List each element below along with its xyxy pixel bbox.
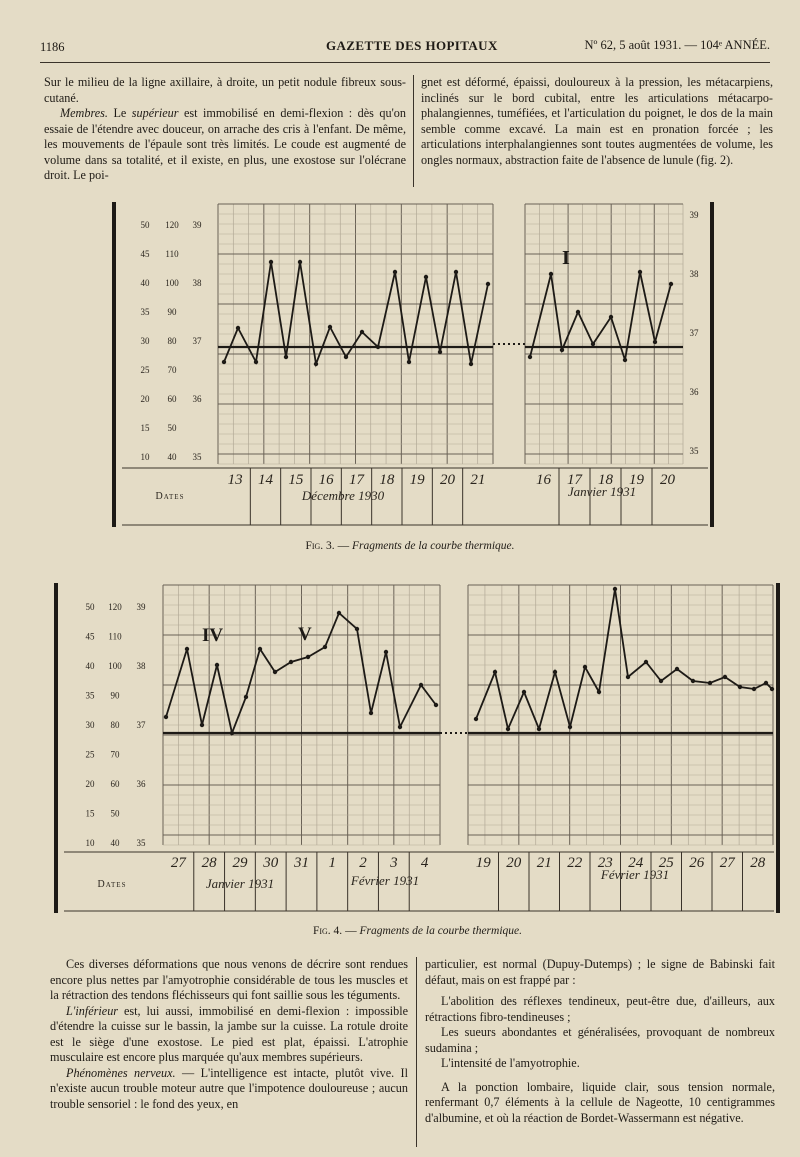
month-label: Janvier 1931 (567, 484, 637, 499)
scale-tick-label: 40 (167, 452, 177, 462)
paragraph: L'intensité de l'amyotrophie. (441, 1056, 580, 1070)
top-right-column (421, 75, 773, 168)
curve-point (623, 358, 627, 362)
curve-point (284, 355, 288, 359)
header-rule (40, 62, 770, 63)
text-run: est immobilisé en demi-flexion : dès qu'on essaie de l'étendre avec douceur, on arrache des cris à l'enfant. De même, les mouvements de l'épaule sont très limités. Le coude est augmenté de volume dans sa totalité, et il existe, en plus, une exostose sur l'olécrane droit. Le poi- (44, 106, 406, 182)
page-number: 1186 (40, 40, 65, 54)
column-rule (413, 75, 414, 187)
right-scale-label: 38 (689, 269, 699, 279)
scale-tick-label: 120 (108, 602, 122, 612)
scale-tick-label: 50 (167, 423, 177, 433)
figure-3-caption: Fig. 3. — Fragments de la courbe thermique. (305, 540, 515, 552)
curve-point (244, 695, 248, 699)
curve-point (273, 670, 277, 674)
scale-tick-label: 45 (85, 631, 95, 642)
day-label: 14 (258, 472, 273, 488)
scale-tick-label: 35 (136, 838, 146, 848)
paragraph: particulier, est normal (Dupuy-Dutemps) ; le signe de Babinski fait défaut, mais on est frappé par : (425, 957, 775, 987)
scale-tick-label: 38 (136, 661, 146, 671)
day-label: 18 (379, 472, 395, 488)
scale-tick-label: 37 (192, 336, 202, 346)
curve-point (644, 660, 648, 664)
scale-tick-label: 110 (165, 249, 179, 259)
curve-point (328, 325, 332, 329)
scale-tick-label: 60 (167, 394, 177, 404)
paragraph: A la ponction lombaire, liquide clair, sous tension normale, renfermant 0,7 éléments à la cellule de Nageotte, 10 centigrammes d'albumine, et où la réaction de Bordet-Wassermann est négative. (425, 1079, 775, 1125)
curve-point (469, 362, 473, 366)
right-scale-label: 37 (689, 328, 699, 338)
scale-tick-label: 80 (167, 336, 177, 346)
day-label: 21 (470, 472, 486, 488)
right-border-bar (710, 202, 714, 527)
scale-tick-label: 15 (85, 808, 95, 819)
curve-point (528, 355, 532, 359)
scale-tick-label: 40 (85, 661, 95, 671)
day-label: 20 (506, 855, 522, 871)
month-label: Janvier 1931 (205, 876, 275, 891)
day-label: 31 (294, 855, 309, 871)
day-label: 27 (719, 855, 735, 871)
curve-point (506, 727, 510, 731)
day-label: 2 (359, 855, 367, 871)
scale-tick-label: 40 (140, 278, 150, 288)
page-header (40, 38, 770, 58)
curve-point (576, 310, 580, 314)
month-label: Février 1931 (600, 867, 670, 882)
scale-tick-label: 50 (85, 602, 95, 612)
curve-point (384, 650, 388, 654)
paragraph: L'abolition des réflexes tendineux, peut-être due, d'ailleurs, aux rétractions fibro-tendineuses ; (425, 994, 775, 1024)
curve-point (659, 679, 663, 683)
scale-tick-label: 10 (85, 838, 95, 848)
curve-point (752, 687, 756, 691)
curve-point (230, 731, 234, 735)
paragraph: Les sueurs abondantes et généralisées, provoquant de nombreux sudamina ; (425, 1025, 775, 1055)
day-label: 16 (318, 472, 334, 488)
scale-tick-label: 20 (85, 779, 95, 789)
curve-point (360, 330, 364, 334)
curve-point (306, 655, 310, 659)
curve-point (369, 711, 373, 715)
curve-point (638, 270, 642, 274)
curve-point (438, 350, 442, 354)
curve-point (583, 665, 587, 669)
day-label: 24 (628, 855, 644, 871)
scale-tick-label: 15 (140, 423, 150, 433)
curve-point (314, 362, 318, 366)
curve-point (486, 282, 490, 286)
dates-label: Dates (97, 879, 127, 890)
curve-point (419, 683, 423, 687)
curve-point (323, 645, 327, 649)
day-label: 18 (598, 472, 613, 488)
issue-info: Nº 62, 5 août 1931. — 104ᵉ ANNÉE. (584, 38, 770, 52)
scale-tick-label: 25 (140, 365, 150, 375)
paragraph (50, 1004, 408, 1066)
curve-point (669, 282, 673, 286)
curve-point (764, 681, 768, 685)
day-label: 30 (263, 855, 279, 871)
scale-tick-label: 35 (192, 452, 202, 462)
day-label: 1 (328, 855, 337, 871)
curve-point (355, 627, 359, 631)
curve-point (474, 717, 478, 721)
curve-point (597, 690, 601, 694)
scale-tick-label: 50 (110, 808, 120, 819)
curve-point (254, 360, 258, 364)
curve-point (568, 725, 572, 729)
month-label: Décembre 1930 (301, 488, 385, 503)
curve-point (337, 611, 341, 615)
scale-tick-label: 39 (136, 602, 146, 612)
day-label: 19 (475, 855, 491, 871)
day-label: 19 (409, 472, 425, 488)
curve-point (626, 675, 630, 679)
right-scale-label: 36 (689, 387, 699, 397)
left-border-bar (112, 202, 116, 527)
scale-tick-label: 20 (140, 394, 150, 404)
curve-point (344, 355, 348, 359)
curve-point (200, 723, 204, 727)
paragraph (50, 1066, 408, 1113)
curve-point (591, 342, 595, 346)
curve-point (222, 360, 226, 364)
curve-point (613, 587, 617, 591)
column-rule (416, 957, 417, 1147)
curve-point (691, 679, 695, 683)
curve-point (236, 326, 240, 330)
scale-tick-label: 36 (136, 779, 146, 789)
day-label: 17 (349, 472, 364, 488)
text-run: est, lui aussi, immobilisé en demi-flexion : impossible d'étendre la cuisse sur le bassin, la jambe sur la cuisse. La rotule droite est le siège d'une exostose. Le pied est plat, épaissi. L'atrophie musculaire est encore plus marquée qu'aux membres supérieurs. (50, 1003, 408, 1064)
caption-text: Fragments de la courbe thermique. (351, 540, 515, 552)
scale-tick-label: 110 (108, 631, 122, 642)
scale-tick-label: 60 (110, 779, 120, 789)
day-label: 4 (420, 855, 429, 871)
text-run: — L'intelligence est intacte, plutôt vive. Il n'existe aucun trouble moteur autre que l'impotence douloureuse ; aucun trouble sensoriel : le fond des yeux, en (50, 1065, 408, 1111)
bottom-right-column (425, 957, 775, 1126)
curve-point (164, 715, 168, 719)
day-label: 20 (440, 472, 455, 488)
curve-point (258, 647, 262, 651)
scale-tick-label: 37 (136, 720, 146, 730)
curve-point (493, 670, 497, 674)
curve-label-roman: V (298, 624, 312, 645)
scale-tick-label: 90 (167, 307, 177, 317)
day-label: 17 (567, 472, 582, 488)
section-lead: Membres. (60, 106, 108, 120)
left-border-bar (54, 583, 58, 913)
scale-tick-label: 38 (192, 278, 202, 288)
paragraph: Sur le milieu de la ligne axillaire, à droite, un petit nodule fibreux sous-cutané. (44, 75, 406, 105)
curve-point (215, 663, 219, 667)
day-label: 26 (689, 855, 705, 871)
figure-4-caption: Fig. 4. — Fragments de la courbe thermique. (312, 925, 523, 937)
temperature-curve (476, 589, 772, 729)
curve-point (560, 348, 564, 352)
scale-tick-label: 80 (110, 720, 120, 730)
curve-point (723, 675, 727, 679)
thermal-chart-fig4 (50, 577, 785, 917)
scale-tick-label: 35 (85, 690, 95, 701)
caption-label: Fig. 3. (305, 540, 335, 552)
curve-point (522, 690, 526, 694)
scale-tick-label: 70 (110, 749, 120, 760)
curve-point (269, 260, 273, 264)
scale-tick-label: 25 (85, 749, 95, 760)
curve-point (770, 687, 774, 691)
curve-point (434, 703, 438, 707)
scale-tick-label: 30 (85, 720, 95, 730)
caption-label: Fig. 4. (312, 925, 343, 937)
curve-point (675, 667, 679, 671)
emphasis: Phénomènes nerveux. (66, 1065, 176, 1080)
text-run: Le (107, 106, 132, 120)
right-border-bar (776, 583, 780, 913)
scale-tick-label: 30 (140, 336, 150, 346)
curve-point (708, 681, 712, 685)
figure-4 (50, 577, 785, 917)
day-label: 21 (536, 855, 552, 871)
scale-tick-label: 50 (140, 220, 150, 230)
right-scale-label: 39 (689, 210, 699, 220)
day-label: 27 (170, 855, 186, 871)
scale-tick-label: 40 (110, 838, 120, 848)
curve-label-roman: IV (202, 625, 224, 646)
top-left-column (44, 75, 406, 184)
curve-point (553, 670, 557, 674)
scale-tick-label: 100 (108, 661, 122, 671)
curve-label-roman: I (562, 247, 570, 269)
dates-label: Dates (155, 491, 185, 502)
curve-point (185, 647, 189, 651)
curve-point (738, 685, 742, 689)
paragraph: Ces diverses déformations que nous venons de décrire sont rendues encore plus nettes par l'amyotrophie considérable de tous les muscles et la rétraction des tendons fléchisseurs qui font saillie sous les téguments. (50, 957, 408, 1002)
curve-point (298, 260, 302, 264)
curve-point (537, 727, 541, 731)
emphasis: supérieur (131, 106, 179, 120)
day-label: 28 (750, 855, 766, 871)
curve-point (609, 315, 613, 319)
emphasis: L'inférieur (66, 1003, 119, 1018)
scale-tick-label: 36 (192, 394, 202, 404)
scale-tick-label: 45 (140, 249, 150, 259)
day-label: 28 (201, 855, 217, 871)
paragraph: gnet est déformé, épaissi, douloureux à la pression, les métacarpiens, inclinés sur le bord cubital, entre les articulations métacarpo-phalangiennes, tuméfiées, et l'articulation du poignet, le dos de la main semble comme excavé. La main est en pronation forcée ; les articulations interphalangiennes sont toutes augmentées de volume, les ongles normaux, abstraction faite de l'absence de lunule (fig. 2). (421, 75, 773, 167)
day-label: 25 (658, 855, 674, 871)
day-label: 15 (288, 472, 304, 488)
month-label: Février 1931 (350, 873, 420, 888)
day-label: 19 (629, 472, 644, 488)
paragraph (44, 106, 406, 184)
curve-point (653, 340, 657, 344)
bottom-left-column (50, 957, 408, 1112)
scale-tick-label: 35 (140, 307, 150, 317)
day-label: 20 (660, 472, 675, 488)
thermal-chart-fig3 (100, 192, 720, 532)
curve-point (376, 345, 380, 349)
journal-title: GAZETTE DES HOPITAUX (326, 38, 498, 53)
scale-tick-label: 90 (110, 690, 120, 701)
curve-point (424, 275, 428, 279)
day-label: 22 (567, 855, 583, 871)
curve-point (289, 660, 293, 664)
scale-tick-label: 10 (140, 452, 150, 462)
caption-text: Fragments de la courbe thermique. (359, 925, 523, 937)
day-label: 16 (536, 472, 551, 488)
curve-point (398, 725, 402, 729)
curve-point (549, 272, 553, 276)
curve-point (454, 270, 458, 274)
scale-tick-label: 100 (165, 278, 179, 288)
day-label: 29 (232, 855, 248, 871)
right-scale-label: 35 (689, 446, 699, 456)
curve-point (407, 360, 411, 364)
scale-tick-label: 70 (167, 365, 177, 375)
day-label: 13 (227, 472, 243, 488)
day-label: 3 (390, 855, 398, 871)
scale-tick-label: 120 (165, 220, 179, 230)
day-label: 23 (597, 855, 613, 871)
figure-3 (100, 192, 720, 532)
curve-point (393, 270, 397, 274)
scale-tick-label: 39 (192, 220, 202, 230)
